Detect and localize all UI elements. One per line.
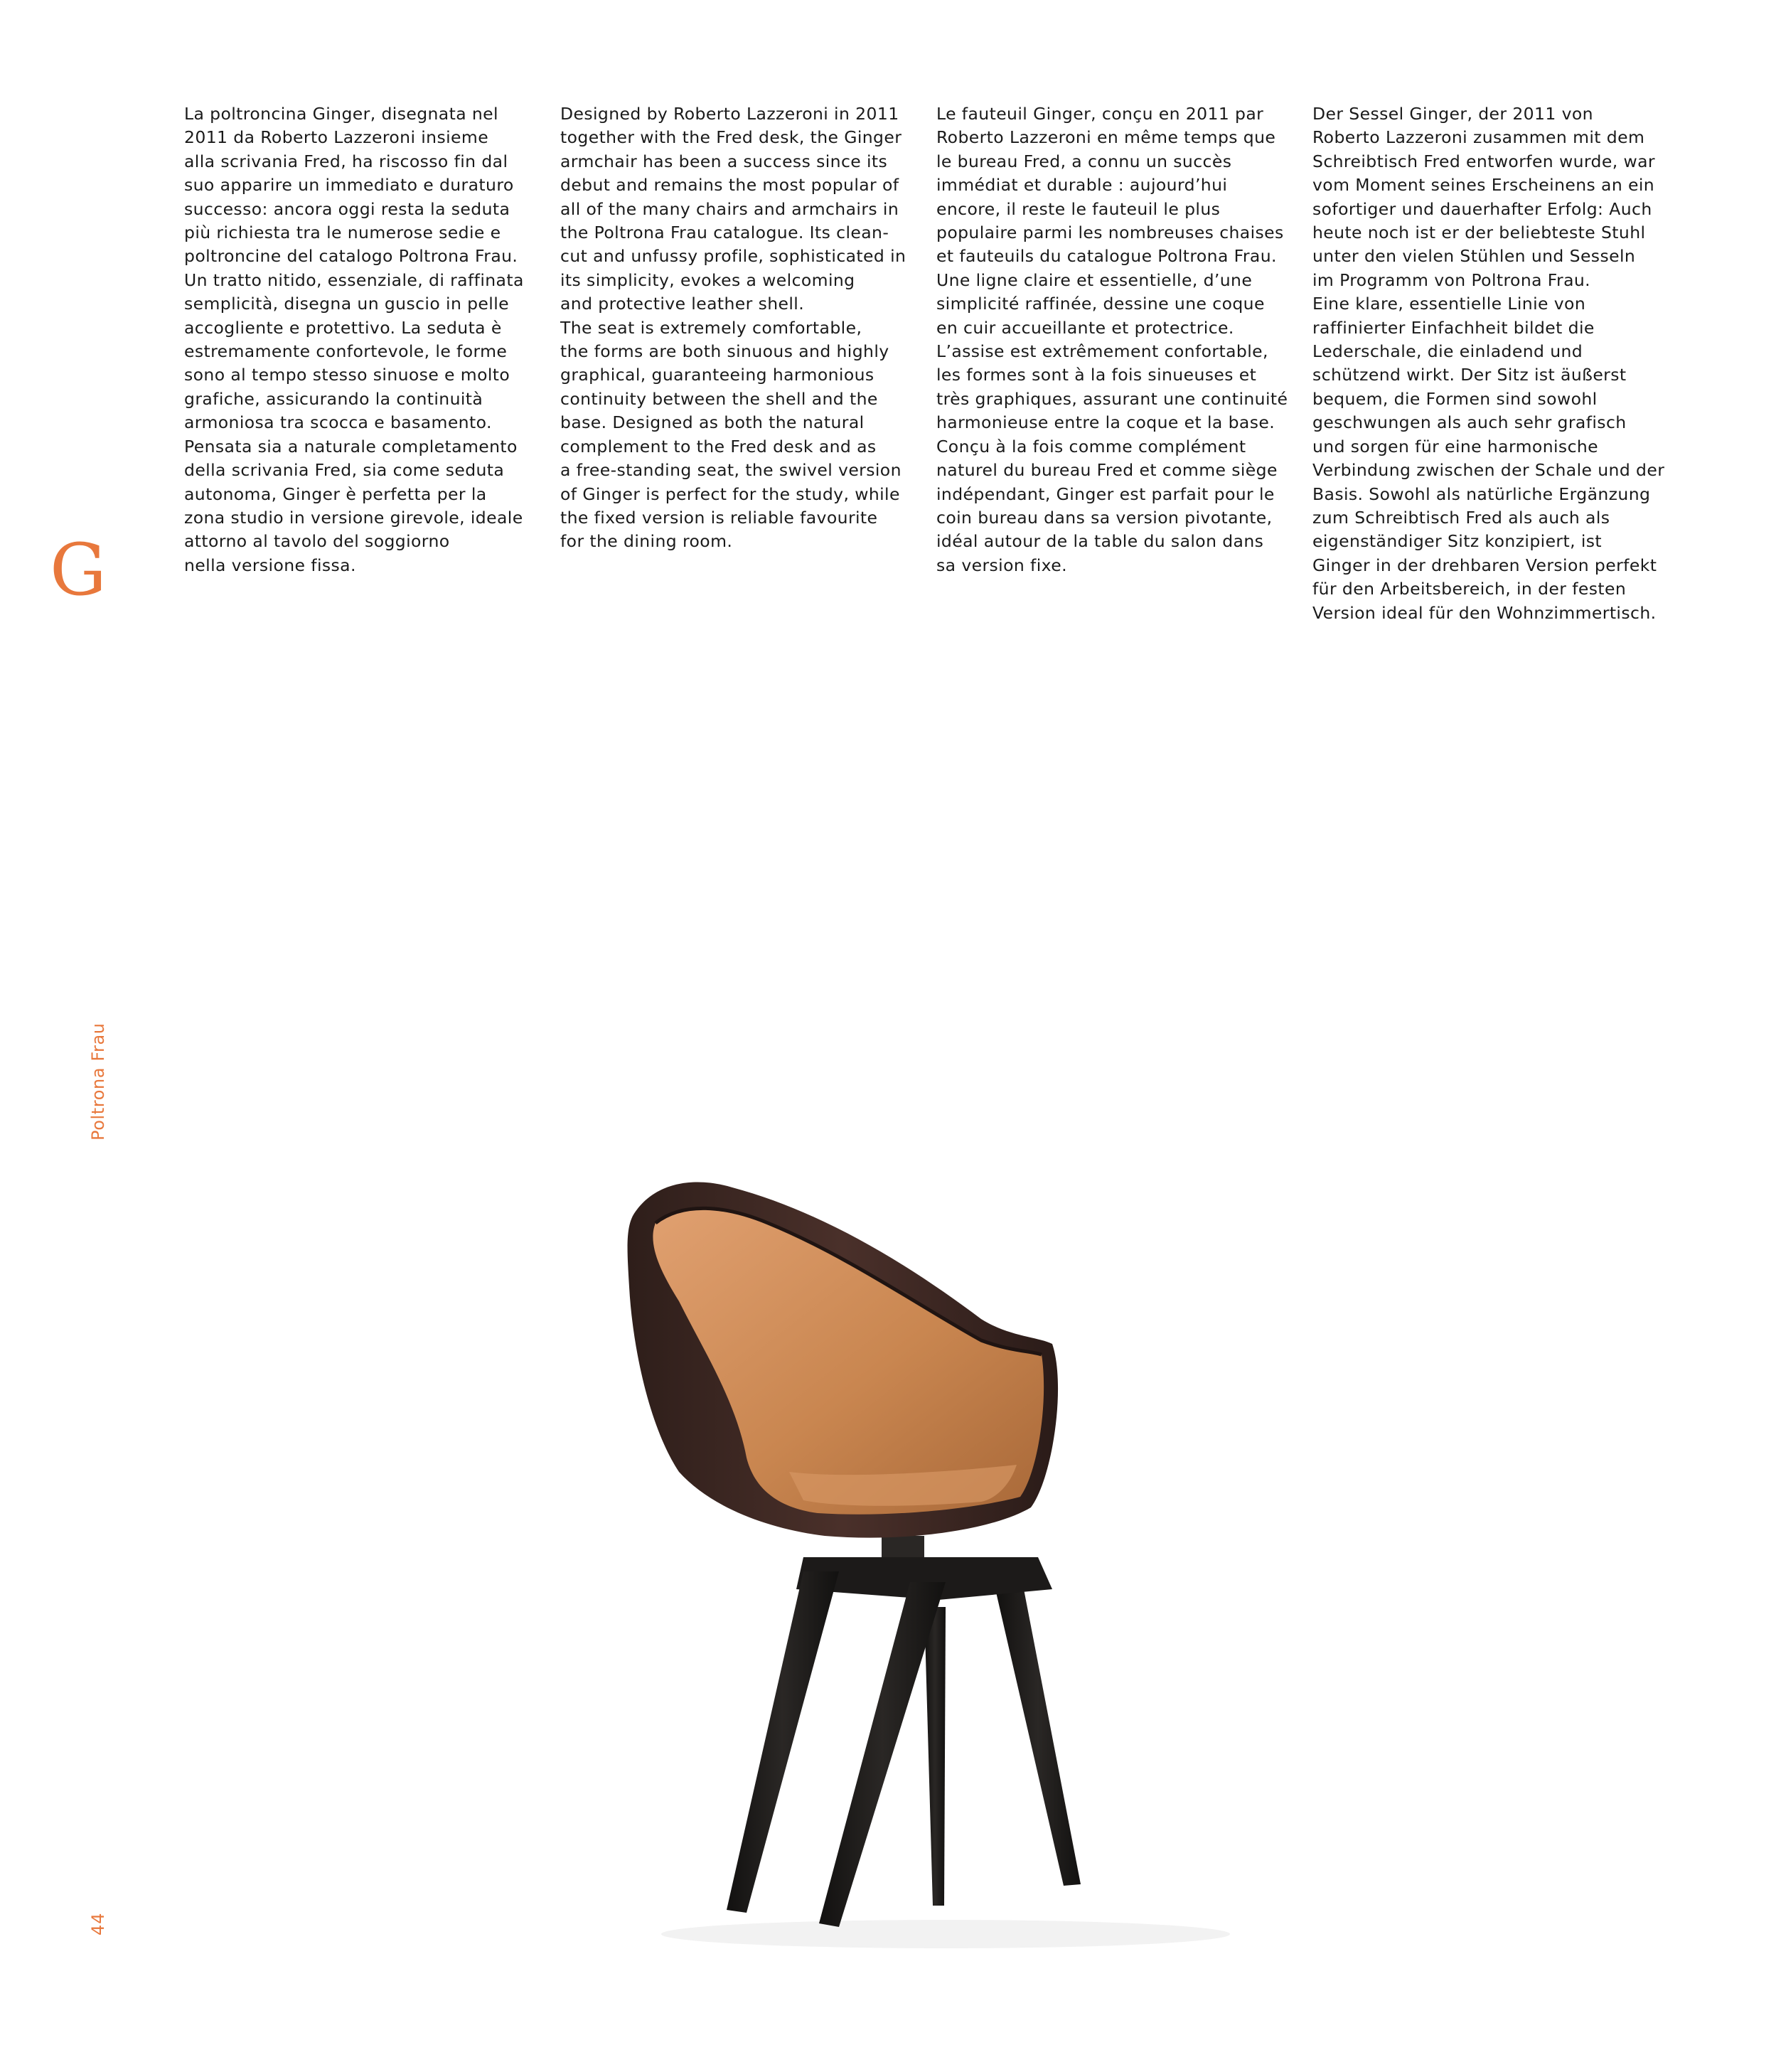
page-number: 44 [88, 1912, 108, 1935]
text-column-french: Le fauteuil Ginger, conçu en 2011 par Roberto Lazzeroni en même temps que le bureau Fred, a connu un succès immédiat et durable : aujourd’hui encore, il reste le fauteuil le plus populaire parmi les nombreuses chaises et fauteuils du catalogue Poltrona Frau. Une ligne claire et essentielle, d’une simplicité raffinée, dessine une coque en cuir accueillante et protectrice. L’assise est extrêmement confortable, les formes sont à la fois sinueuses et très graphiques, assurant une continuité harmonieuse entre la coque et la base. Conçu à la fois comme complément naturel du bureau Fred et comme siège indépendant, Ginger est parfait pour le coin bureau dans sa version pivotante, idéal autour de la table du salon dans sa version fixe. [936, 104, 1288, 575]
chair-leg-back-center [924, 1607, 946, 1906]
text-column-german: Der Sessel Ginger, der 2011 von Roberto Lazzeroni zusammen mit dem Schreibtisch Fred entworfen wurde, war vom Moment seines Erscheinens an ein sofortiger und dauerhafter Erfolg: Auch heute noch ist er der beliebteste Stuhl unter den vielen Stühlen und Sesseln im Programm von Poltrona Frau. Eine klare, essentielle Linie von raffinierter Einfachheit bildet die Lederschale, die einladend und schützend wirkt. Der Sitz ist äußerst bequem, die Formen sind sowohl geschwungen als auch sehr grafisch und sorgen für eine harmonische Verbindung zwischen der Schale und der Basis. Sowohl als natürliche Ergänzung zum Schreibtisch Fred als auch als eigenständiger Sitz konzipiert, ist Ginger in der drehbaren Version perfekt für den Arbeitsbereich, in der festen Version ideal für den Wohnzimmertisch. [1312, 104, 1665, 623]
text-column-english: Designed by Roberto Lazzeroni in 2011 together with the Fred desk, the Ginger armchair has been a success since its debut and remains the most popular of all of the many chairs and armchairs in the Poltrona Frau catalogue. Its clean- cut and unfussy profile, sophisticated in its simplicity, evokes a welcoming and protective leather shell. The seat is extremely comfortable, the forms are both sinuous and highly graphical, guaranteeing harmonious continuity between the shell and the base. Designed as both the natural complement to the Fred desk and as a free-standing seat, the swivel version of Ginger is perfect for the study, while the fixed version is reliable favourite for the dining room. [560, 104, 906, 552]
chair-leg-front-left [727, 1571, 839, 1913]
section-letter: G [50, 528, 107, 612]
chair-leg-front-right [819, 1582, 946, 1927]
chair-leg-back-right [995, 1589, 1081, 1886]
chair-photo [611, 1173, 1280, 1962]
floor-shadow [661, 1920, 1230, 1948]
text-column-italian: La poltroncina Ginger, disegnata nel 2011 da Roberto Lazzeroni insieme alla scrivania Fred, ha riscosso fin dal suo apparire un immediato e duraturo successo: ancora oggi resta la seduta più richiesta tra le numerose sedie e poltroncine del catalogo Poltrona Frau. Un tratto nitido, essenziale, di raffinata semplicità, disegna un guscio in pelle accogliente e protettivo. La seduta è estremamente confortevole, le forme sono al tempo stesso sinuose e molto grafiche, assicurando la continuità armoniosa tra scocca e basamento. Pensata sia a naturale completamento della scrivania Fred, sia come seduta autonoma, Ginger è perfetta per la zona studio in versione girevole, ideale attorno al tavolo del soggiorno nella versione fissa. [184, 104, 524, 575]
brand-vertical-label: Poltrona Frau [88, 1022, 108, 1141]
